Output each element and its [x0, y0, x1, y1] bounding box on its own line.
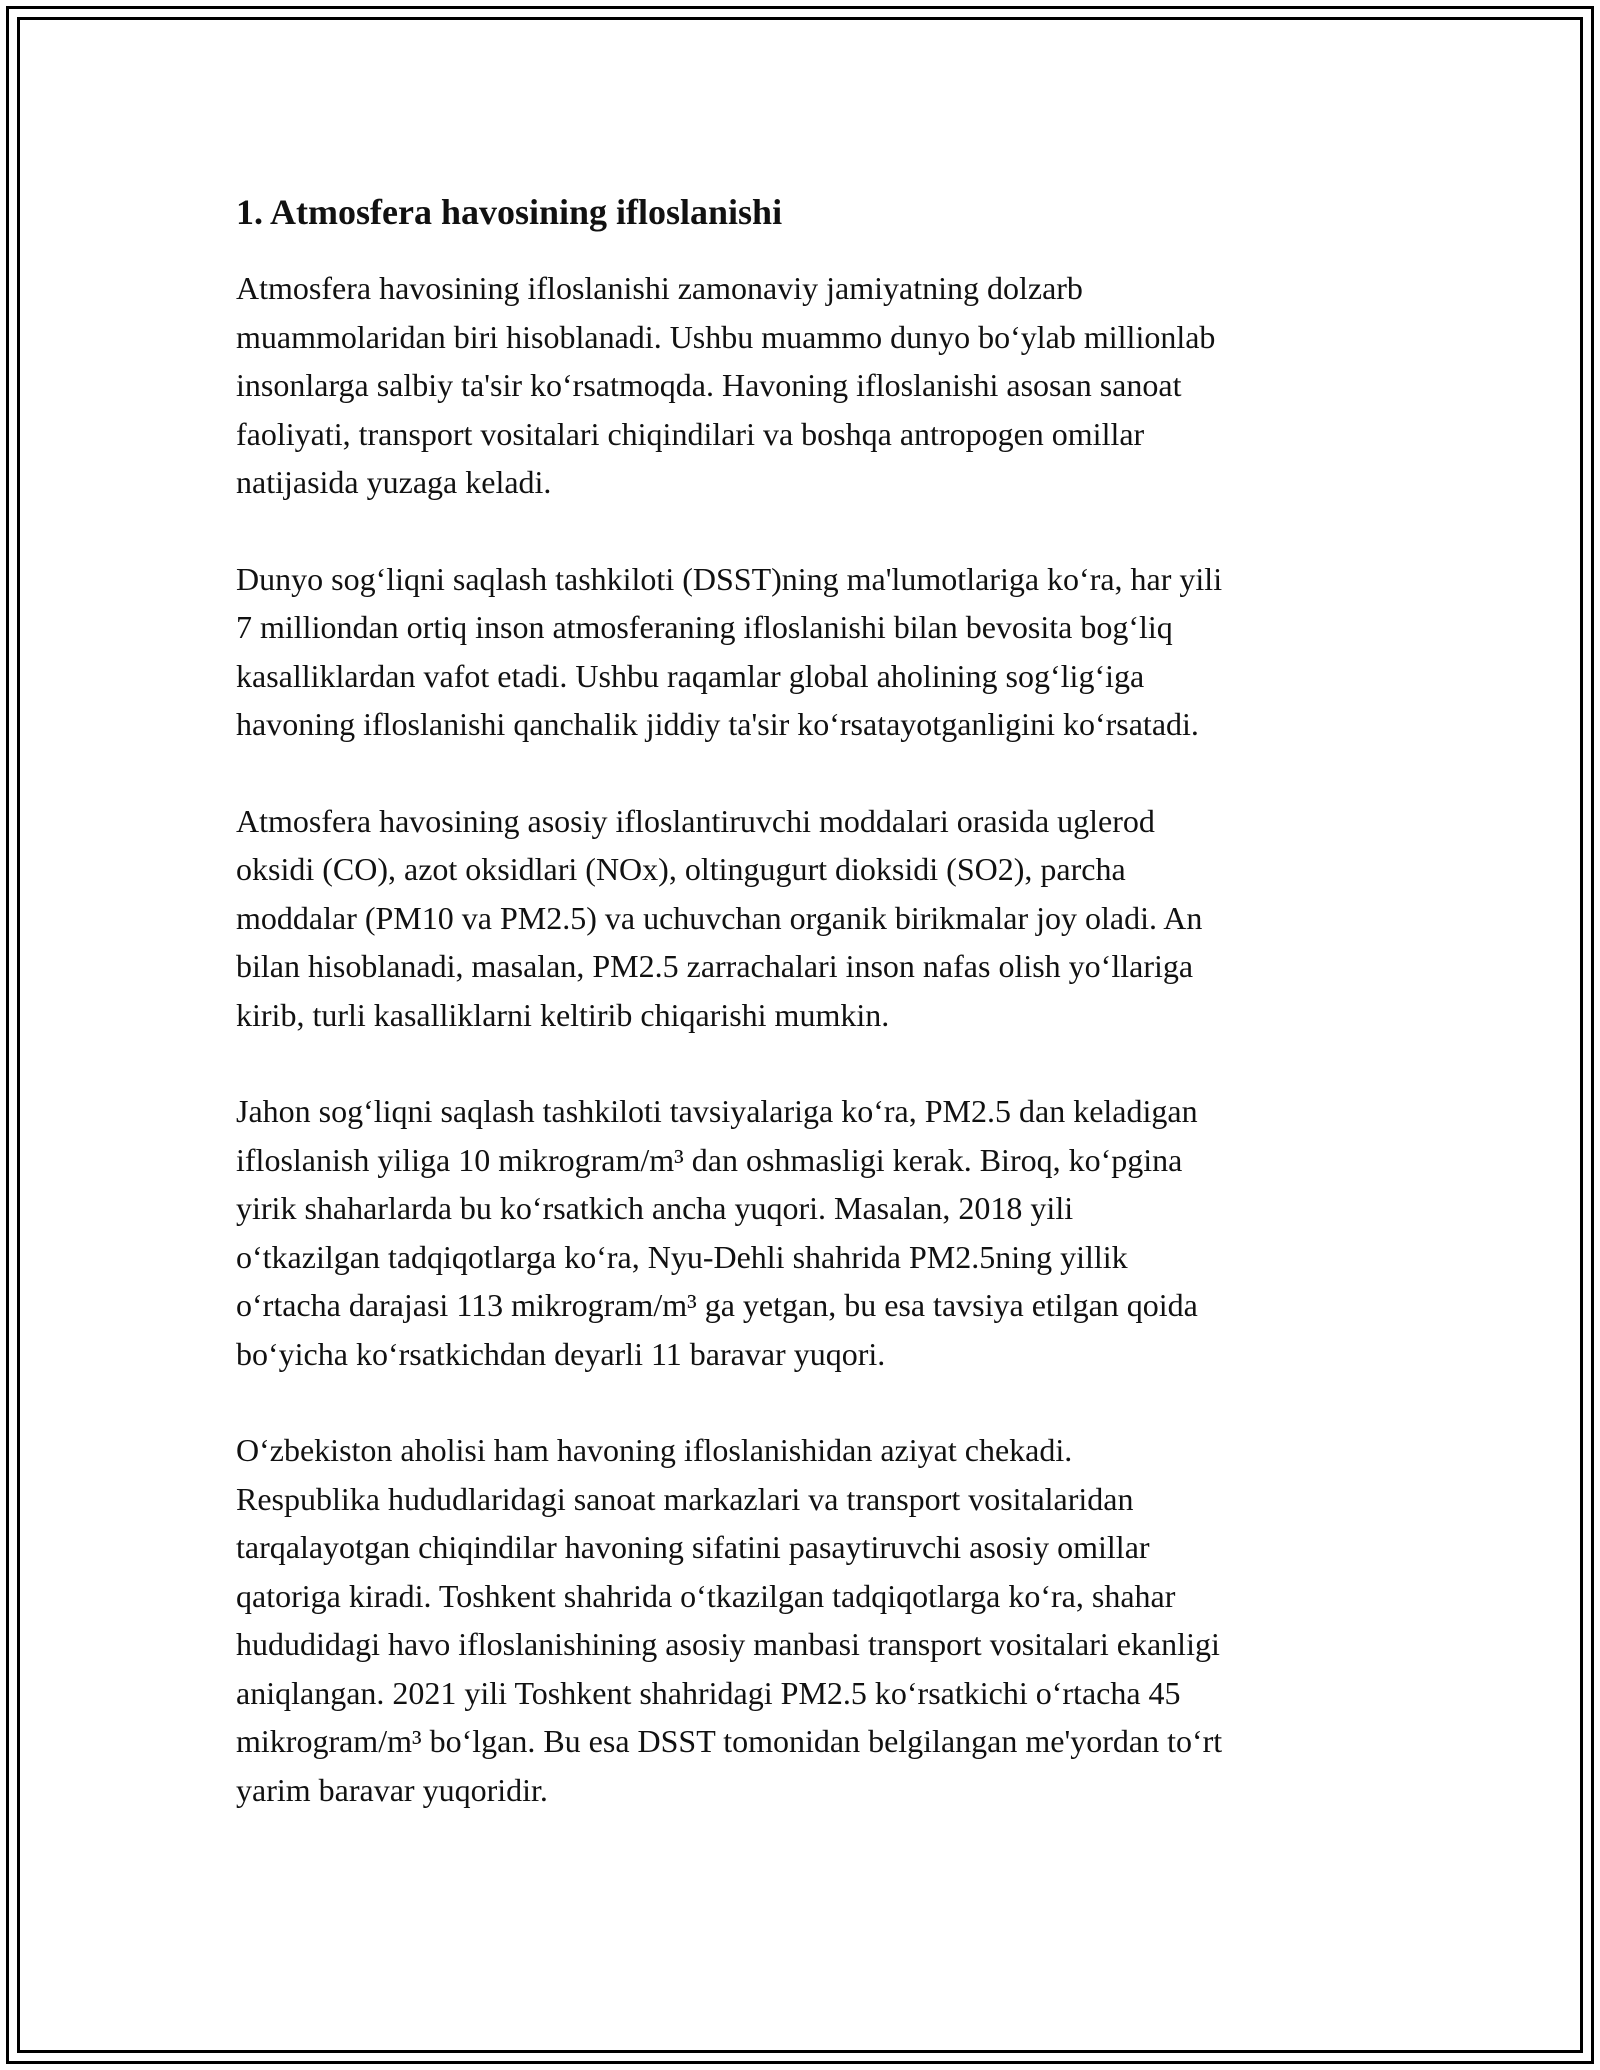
document-body: [236, 188, 1376, 1862]
text-line: faoliyati, transport vositalari chiqindilari va boshqa antropogen omillar: [236, 415, 1145, 452]
text-line: Atmosfera havosining asosiy ifloslantiruvchi moddalari orasida uglerod: [236, 802, 1155, 839]
text-line: 7 milliondan ortiq inson atmosferaning ifloslanishi bilan bevosita bog‘liq: [236, 609, 1173, 645]
text-line: O‘zbekiston aholisi ham havoning ifloslanishidan aziyat chekadi.: [236, 1432, 1073, 1468]
text-line: bilan hisoblanadi, masalan, PM2.5 zarrachalari inson nafas olish yo‘llariga: [236, 948, 1194, 984]
paragraph-who-statistics: [236, 555, 1376, 749]
text-line: mikrogram/m³ bo‘lgan. Bu esa DSST tomonidan belgilangan me'yordan to‘rt: [236, 1723, 1223, 1759]
section-title: 1. Atmosfera havosining ifloslanishi: [236, 192, 783, 232]
text-line: ifloslanish yiliga 10 mikrogram/m³ dan oshmasligi kerak. Biroq, ko‘pgina: [236, 1141, 1183, 1178]
text-line: bo‘yicha ko‘rsatkichdan deyarli 11 baravar yuqori.: [236, 1335, 886, 1372]
text-line: Dunyo sog‘liqni saqlash tashkiloti (DSST)ning ma'lumotlariga ko‘ra, har yili: [236, 560, 1223, 597]
text-line: Atmosfera havosining ifloslanishi zamonaviy jamiyatning dolzarb: [236, 270, 1083, 306]
text-line: tarqalayotgan chiqindilar havoning sifatini pasaytiruvchi asosiy omillar: [236, 1529, 1150, 1565]
text-line: o‘rtacha darajasi 113 mikrogram/m³ ga yetgan, bu esa tavsiya etilgan qoida: [236, 1287, 1198, 1323]
text-line: aniqlangan. 2021 yili Toshkent shahridagi PM2.5 ko‘rsatkichi o‘rtacha 45: [236, 1674, 1181, 1711]
paragraph-pollutants: [236, 797, 1376, 1040]
text-line: kasalliklardan vafot etadi. Ushbu raqamlar global aholining sog‘lig‘iga: [236, 657, 1145, 694]
paragraph-pm25-guidelines: [236, 1087, 1376, 1378]
text-line: kirib, turli kasalliklarni keltirib chiqarishi mumkin.: [236, 996, 890, 1033]
text-line: Respublika hududlaridagi sanoat markazlari va transport vositalaridan: [236, 1480, 1134, 1517]
text-line: moddalar (PM10 va PM2.5) va uchuvchan organik birikmalar joy oladi. An: [236, 899, 1203, 936]
text-line: muammolaridan biri hisoblanadi. Ushbu muammo dunyo bo‘ylab millionlab: [236, 318, 1216, 355]
paragraph-introduction: [236, 264, 1376, 507]
text-line: yarim baravar yuqoridir.: [236, 1771, 548, 1808]
text-line: insonlarga salbiy ta'sir ko‘rsatmoqda. Havoning ifloslanishi asosan sanoat: [236, 367, 1182, 403]
text-line: oksidi (CO), azot oksidlari (NOx), oltingugurt dioksidi (SO2), parcha: [236, 851, 1126, 887]
text-line: yirik shaharlarda bu ko‘rsatkich ancha yuqori. Masalan, 2018 yili: [236, 1190, 1074, 1226]
paragraph-uzbekistan: [236, 1426, 1376, 1814]
text-line: qatoriga kiradi. Toshkent shahrida o‘tkazilgan tadqiqotlarga ko‘ra, shahar: [236, 1577, 1176, 1614]
text-line: Jahon sog‘liqni saqlash tashkiloti tavsiyalariga ko‘ra, PM2.5 dan keladigan: [236, 1093, 1198, 1129]
text-line: havoning ifloslanishi qanchalik jiddiy ta'sir ko‘rsatayotganligini ko‘rsatadi.: [236, 706, 1199, 742]
text-line: natijasida yuzaga keladi.: [236, 464, 552, 500]
text-line: hududidagi havo ifloslanishining asosiy manbasi transport vositalari ekanligi: [236, 1626, 1220, 1662]
text-line: o‘tkazilgan tadqiqotlarga ko‘ra, Nyu-Dehli shahrida PM2.5ning yillik: [236, 1238, 1128, 1275]
